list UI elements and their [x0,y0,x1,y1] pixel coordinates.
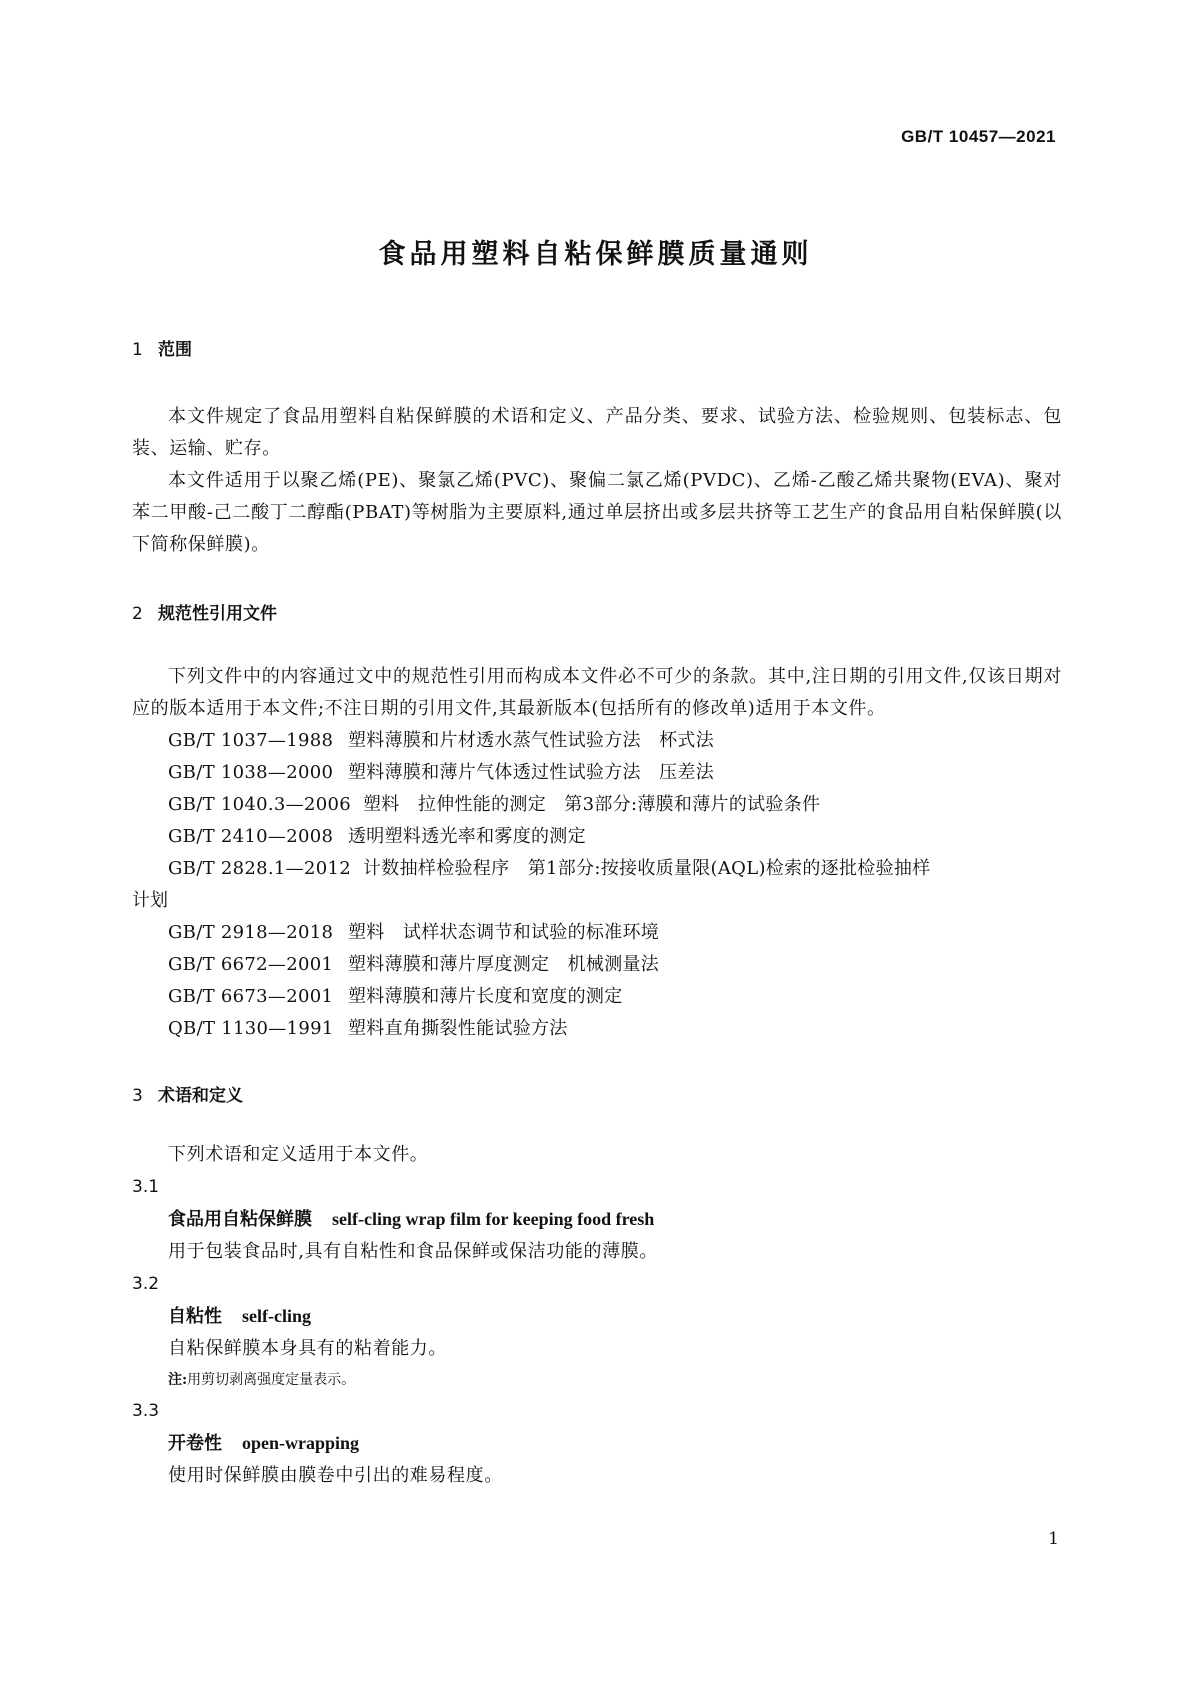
reference-title: 塑料薄膜和片材透水蒸气性试验方法 杯式法 [348,730,714,751]
term-name [132,1300,1062,1333]
reference-item [132,917,1062,949]
reference-title: 塑料直角撕裂性能试验方法 [348,1018,568,1039]
reference-item [132,1013,1062,1045]
term-zh: 开卷性 [168,1433,222,1454]
section-title: 范围 [158,340,192,360]
term-definition: 使用时保鲜膜由膜卷中引出的难易程度。 [168,1465,503,1486]
section-title: 术语和定义 [158,1086,243,1106]
reference-code: QB/T 1130—1991 [168,1018,334,1039]
reference-title: 塑料薄膜和薄片长度和宽度的测定 [348,986,623,1007]
reference-code: GB/T 2918—2018 [168,922,334,943]
section-number: 3 [132,1086,143,1106]
note-label: 注: [168,1372,188,1388]
reference-code: GB/T 2410—2008 [168,826,334,847]
reference-title: 计数抽样检验程序 第1部分:按接收质量限(AQL)检索的逐批检验抽样 [363,858,931,879]
term-en: self-cling wrap film for keeping food fresh [332,1209,655,1229]
reference-code: GB/T 2828.1—2012 [168,858,351,879]
section-2-heading [132,599,1062,631]
reference-code: GB/T 1037—1988 [168,730,334,751]
reference-item [132,981,1062,1013]
reference-code: GB/T 1038—2000 [168,762,334,783]
normative-references-intro: 下列文件中的内容通过文中的规范性引用而构成本文件必不可少的条款。其中,注日期的引用文件,仅该日期对应的版本适用于本文件;不注日期的引用文件,其最新版本(包括所有的修改单)适用于本文件。 [132,666,1062,719]
term-number: 3.2 [132,1274,160,1294]
term-name [132,1427,1062,1460]
section-number: 2 [132,604,143,624]
term-name [132,1203,1062,1236]
reference-item [132,821,1062,853]
section-title: 规范性引用文件 [158,604,277,624]
section-1-heading [132,335,1062,367]
term-zh: 自粘性 [168,1306,222,1327]
note-text: 用剪切剥离强度定量表示。 [187,1372,356,1388]
document-body [132,335,1062,1492]
reference-continuation: 计划 [132,890,168,911]
term-definition: 自粘保鲜膜本身具有的粘着能力。 [168,1338,447,1359]
reference-title: 塑料 拉伸性能的测定 第3部分:薄膜和薄片的试验条件 [363,794,821,815]
term-definition: 用于包装食品时,具有自粘性和食品保鲜或保洁功能的薄膜。 [168,1241,658,1262]
reference-title: 透明塑料透光率和雾度的测定 [348,826,586,847]
standard-code: GB/T 10457—2021 [901,127,1056,146]
reference-title: 塑料 试样状态调节和试验的标准环境 [348,922,660,943]
reference-item [132,757,1062,789]
scope-paragraph-2: 本文件适用于以聚乙烯(PE)、聚氯乙烯(PVC)、聚偏二氯乙烯(PVDC)、乙烯-乙酸乙烯共聚物(EVA)、聚对苯二甲酸-己二酸丁二醇酯(PBAT)等树脂为主要原料,通过单层挤出或多层共挤等工艺生产的食品用自粘保鲜膜(以下简称保鲜膜)。 [132,470,1062,555]
page-number: 1 [1048,1529,1059,1549]
reference-title: 塑料薄膜和薄片厚度测定 机械测量法 [348,954,660,975]
term-number: 3.1 [132,1177,160,1197]
reference-code: GB/T 1040.3—2006 [168,794,351,815]
term-en: self-cling [242,1306,311,1326]
scope-paragraph-1: 本文件规定了食品用塑料自粘保鲜膜的术语和定义、产品分类、要求、试验方法、检验规则、包装标志、包装、运输、贮存。 [132,406,1062,459]
term-note [132,1365,1062,1395]
reference-item [132,949,1062,981]
terms-intro: 下列术语和定义适用于本文件。 [168,1144,429,1165]
term-number: 3.3 [132,1401,160,1421]
reference-code: GB/T 6672—2001 [168,954,334,975]
reference-title: 塑料薄膜和薄片气体透过性试验方法 压差法 [348,762,714,783]
reference-code: GB/T 6673—2001 [168,986,334,1007]
section-3-heading [132,1081,1062,1113]
reference-item [132,789,1062,821]
term-zh: 食品用自粘保鲜膜 [168,1209,312,1230]
section-number: 1 [132,340,143,360]
document-title: 食品用塑料自粘保鲜膜质量通则 [378,239,813,270]
term-en: open-wrapping [242,1433,360,1453]
reference-item [132,725,1062,757]
reference-item [132,853,1062,885]
